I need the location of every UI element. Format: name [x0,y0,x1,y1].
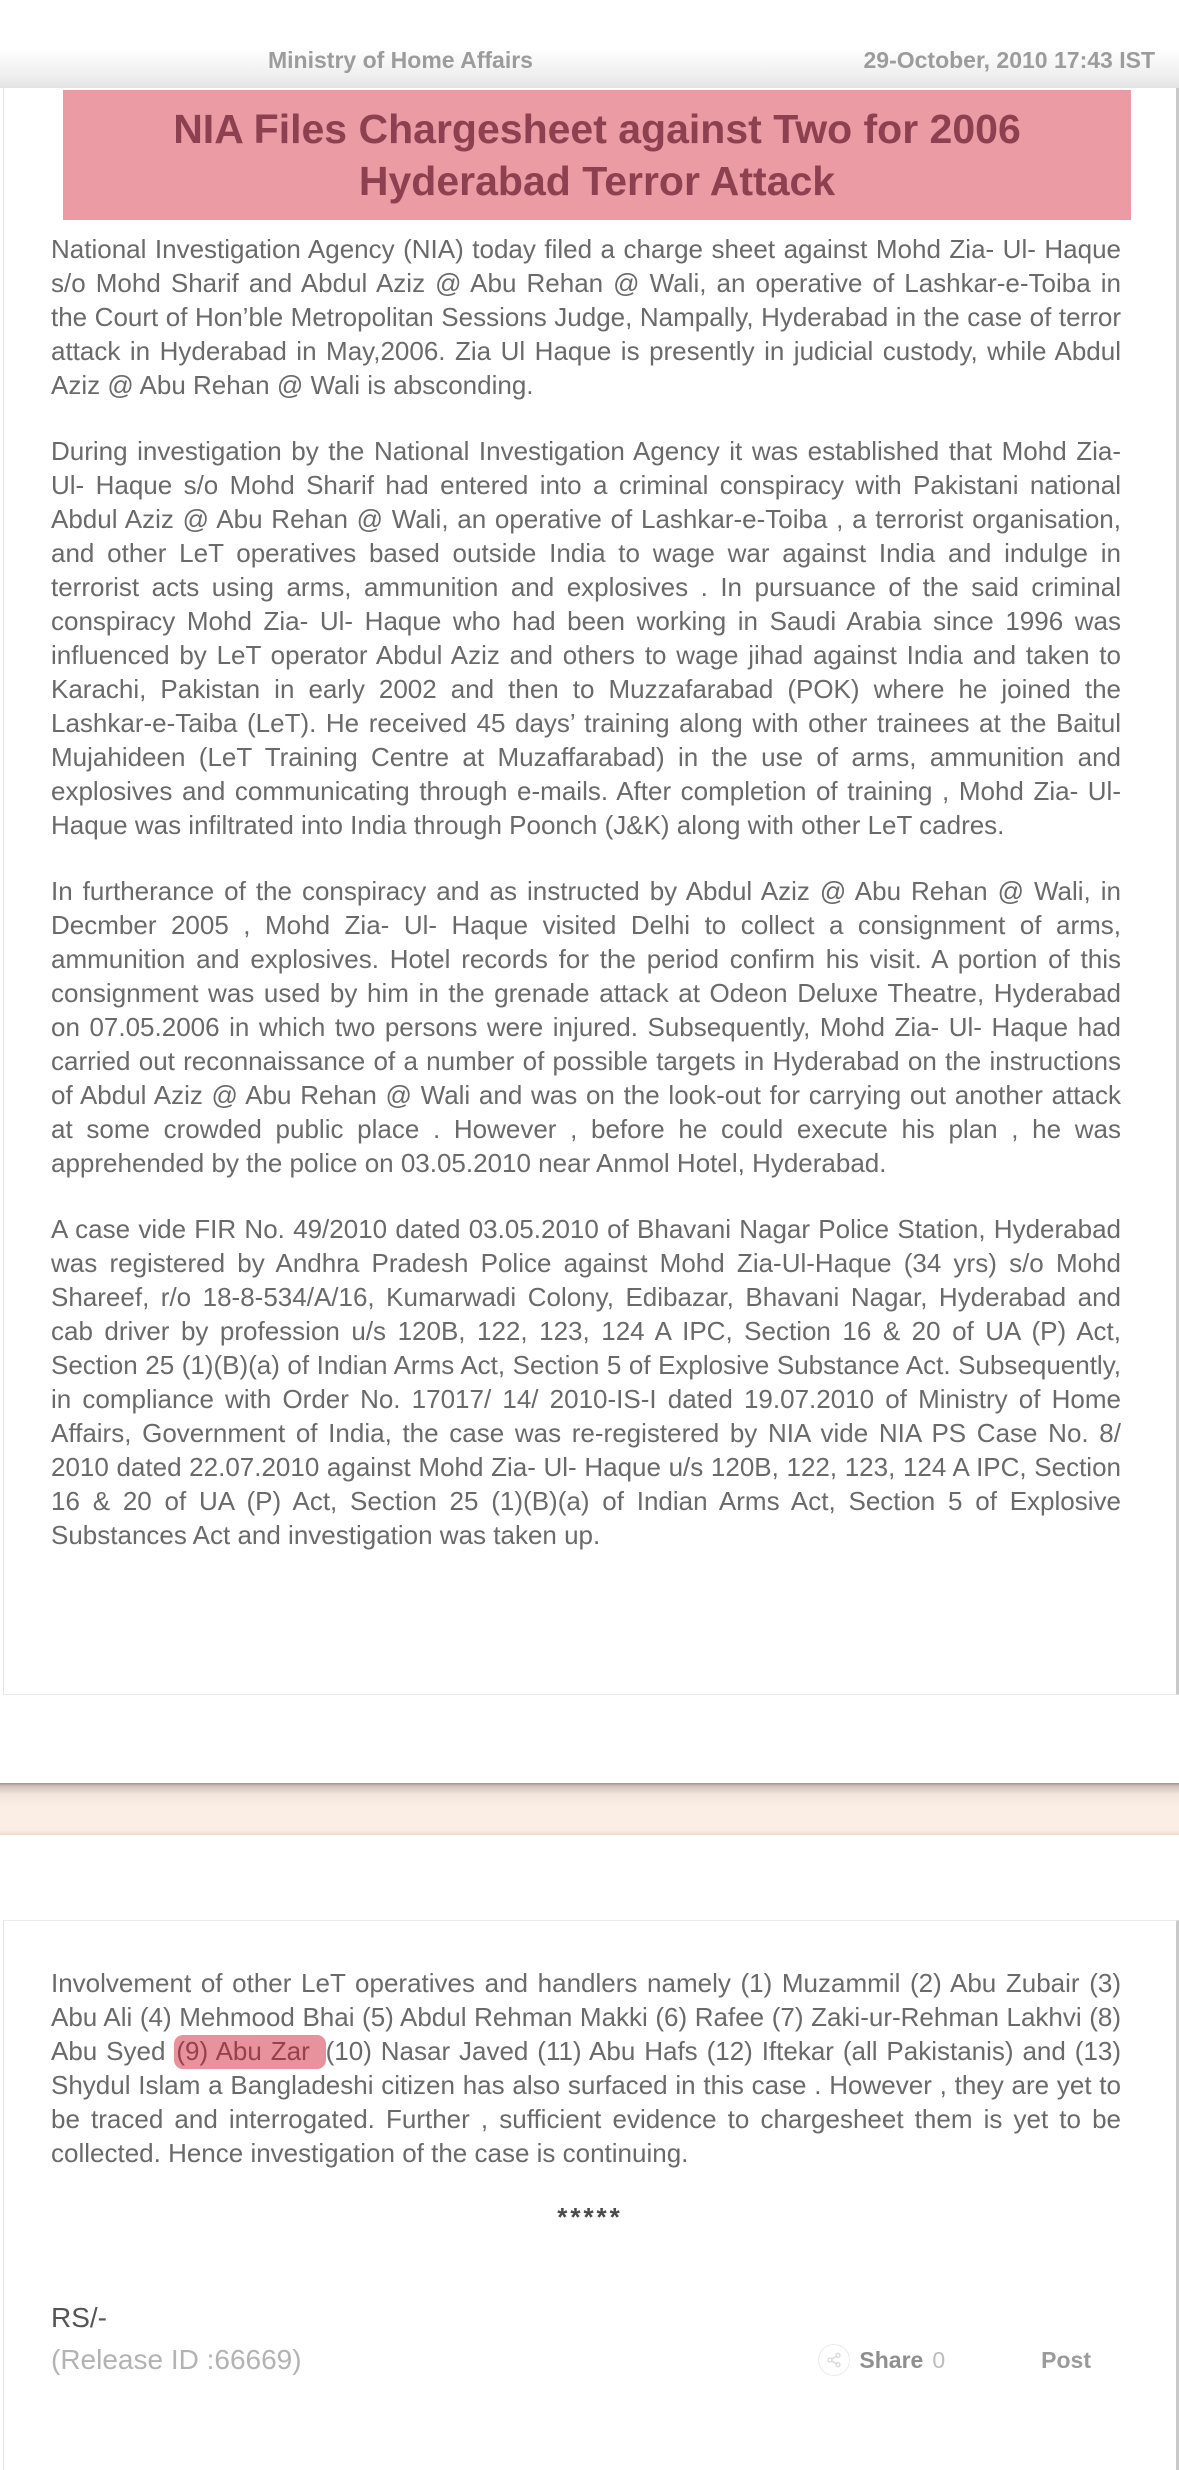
article-paragraph-5 [51,1966,1121,2170]
article-paragraph-1: National Investigation Agency (NIA) today filed a charge sheet against Mohd Zia- Ul- Haque s/o Mohd Sharif and Abdul Aziz @ Abu Rehan @ Wali, an operative of Lashkar-e-Toiba in the Court of Hon’ble Metropolitan Sessions Judge, Nampally, Hyderabad in the case of terror attack in Hyderabad in May,2006. Zia Ul Haque is presently in judicial custody, while Abdul Aziz @ Abu Rehan @ Wali is absconding. [51,234,1121,400]
share-icon [818,2344,850,2376]
press-release-page-1 [3,88,1179,1695]
share-button[interactable] [818,2344,945,2376]
search-highlight: (9) Abu Zar [174,2035,325,2069]
press-release-page-2 [3,1920,1179,2470]
ministry-label: Ministry of Home Affairs [268,47,533,73]
article-paragraph-4: A case vide FIR No. 49/2010 dated 03.05.2010 of Bhavani Nagar Police Station, Hyderabad was registered by Andhra Pradesh Police against Mohd Zia-Ul-Haque (34 yrs) s/o Mohd Shareef, r/o 18-8-534/A/16, Kumarwadi Colony, Edibazar, Bhavani Nagar, Hyderabad and cab driver by profession u/s 120B, 122, 123, 124 A IPC, Section 16 & 20 of UA (P) Act, Section 25 (1)(B)(a) of Indian Arms Act, Section 5 of Explosive Substance Act. Subsequently, in compliance with Order No. 17017/ 14/ 2010-IS-I dated 19.07.2010 of Ministry of Home Affairs, Government of India, the case was re-registered by NIA vide NIA PS Case No. 8/ 2010 dated 22.07.2010 against Mohd Zia- Ul- Haque u/s 120B, 122, 123, 124 A IPC, Section 16 & 20 of UA (P) Act, Section 25 (1)(B)(a) of Indian Arms Act, Section 5 of Explosive Substances Act and investigation was taken up. [51,1214,1121,1550]
post-button[interactable]: Post [1041,2346,1091,2373]
header-bar [0,0,1179,88]
page-break-band [0,1783,1179,1835]
signoff-initials: RS/- [51,2302,107,2333]
article-title: NIA Files Chargesheet against Two for 2006 Hyderabad Terror Attack [63,90,1131,220]
end-separator: ***** [557,2202,623,2232]
share-count: 0 [932,2346,946,2373]
paragraph-text-before-highlight: Involvement of other LeT operatives and handlers namely (1) Muzammil (2) Abu Zubair (3) Abu Ali (4) Mehmood Bhai (5) Abdul Rehman Makki (6) Rafee (7) Zaki-ur-Rehman Lakhvi (8) Abu Syed [51,1968,1121,2066]
footer-row [51,2344,1091,2376]
share-label: Share [859,2346,924,2373]
datetime-label: 29-October, 2010 17:43 IST [863,47,1155,73]
article-paragraph-2: During investigation by the National Investigation Agency it was established that Mohd Zia- Ul- Haque s/o Mohd Sharif had entered into a criminal conspiracy with Pakistani national Abdul Aziz @ Abu Rehan @ Wali, an operative of Lashkar-e-Toiba , a terrorist organisation, and other LeT operatives based outside India to wage war against India and indulge in terrorist acts using arms, ammunition and explosives . In pursuance of the said criminal conspiracy Mohd Zia- Ul- Haque who had been working in Saudi Arabia since 1996 was influenced by LeT operator Abdul Aziz and others to wage jihad against India and taken to Karachi, Pakistan in early 2002 and then to Muzzafarabad (POK) where he joined the Lashkar-e-Taiba (LeT). He received 45 days’ training along with other trainees at the Baitul Mujahideen (LeT Training Centre at Muzaffarabad) in the use of arms, ammunition and explosives and communicating through e-mails. After completion of training , Mohd Zia- Ul- Haque was infiltrated into India through Poonch (J&K) along with other LeT cadres. [51,436,1121,840]
paragraph-text-after-highlight: (10) Nasar Javed (11) Abu Hafs (12) Iftekar (all Pakistanis) and (13) Shydul Islam a Bangladeshi citizen has also surfaced in this case . However , they are yet to be traced and interrogated. Further , sufficient evidence to chargesheet them is yet to be collected. Hence investigation of the case is continuing. [51,2036,1121,2168]
release-id: (Release ID :66669) [51,2344,302,2375]
article-paragraph-3: In furtherance of the conspiracy and as instructed by Abdul Aziz @ Abu Rehan @ Wali, in Decmber 2005 , Mohd Zia- Ul- Haque visited Delhi to collect a consignment of arms, ammunition and explosives. Hotel records for the period confirm his visit. A portion of this consignment was used by him in the grenade attack at Odeon Deluxe Theatre, Hyderabad on 07.05.2006 in which two persons were injured. Subsequently, Mohd Zia- Ul- Haque had carried out reconnaissance of a number of possible targets in Hyderabad on the instructions of Abdul Aziz @ Abu Rehan @ Wali and was on the look-out for carrying out another attack at some crowded public place . However , before he could execute his plan , he was apprehended by the police on 03.05.2010 near Anmol Hotel, Hyderabad. [51,876,1121,1178]
